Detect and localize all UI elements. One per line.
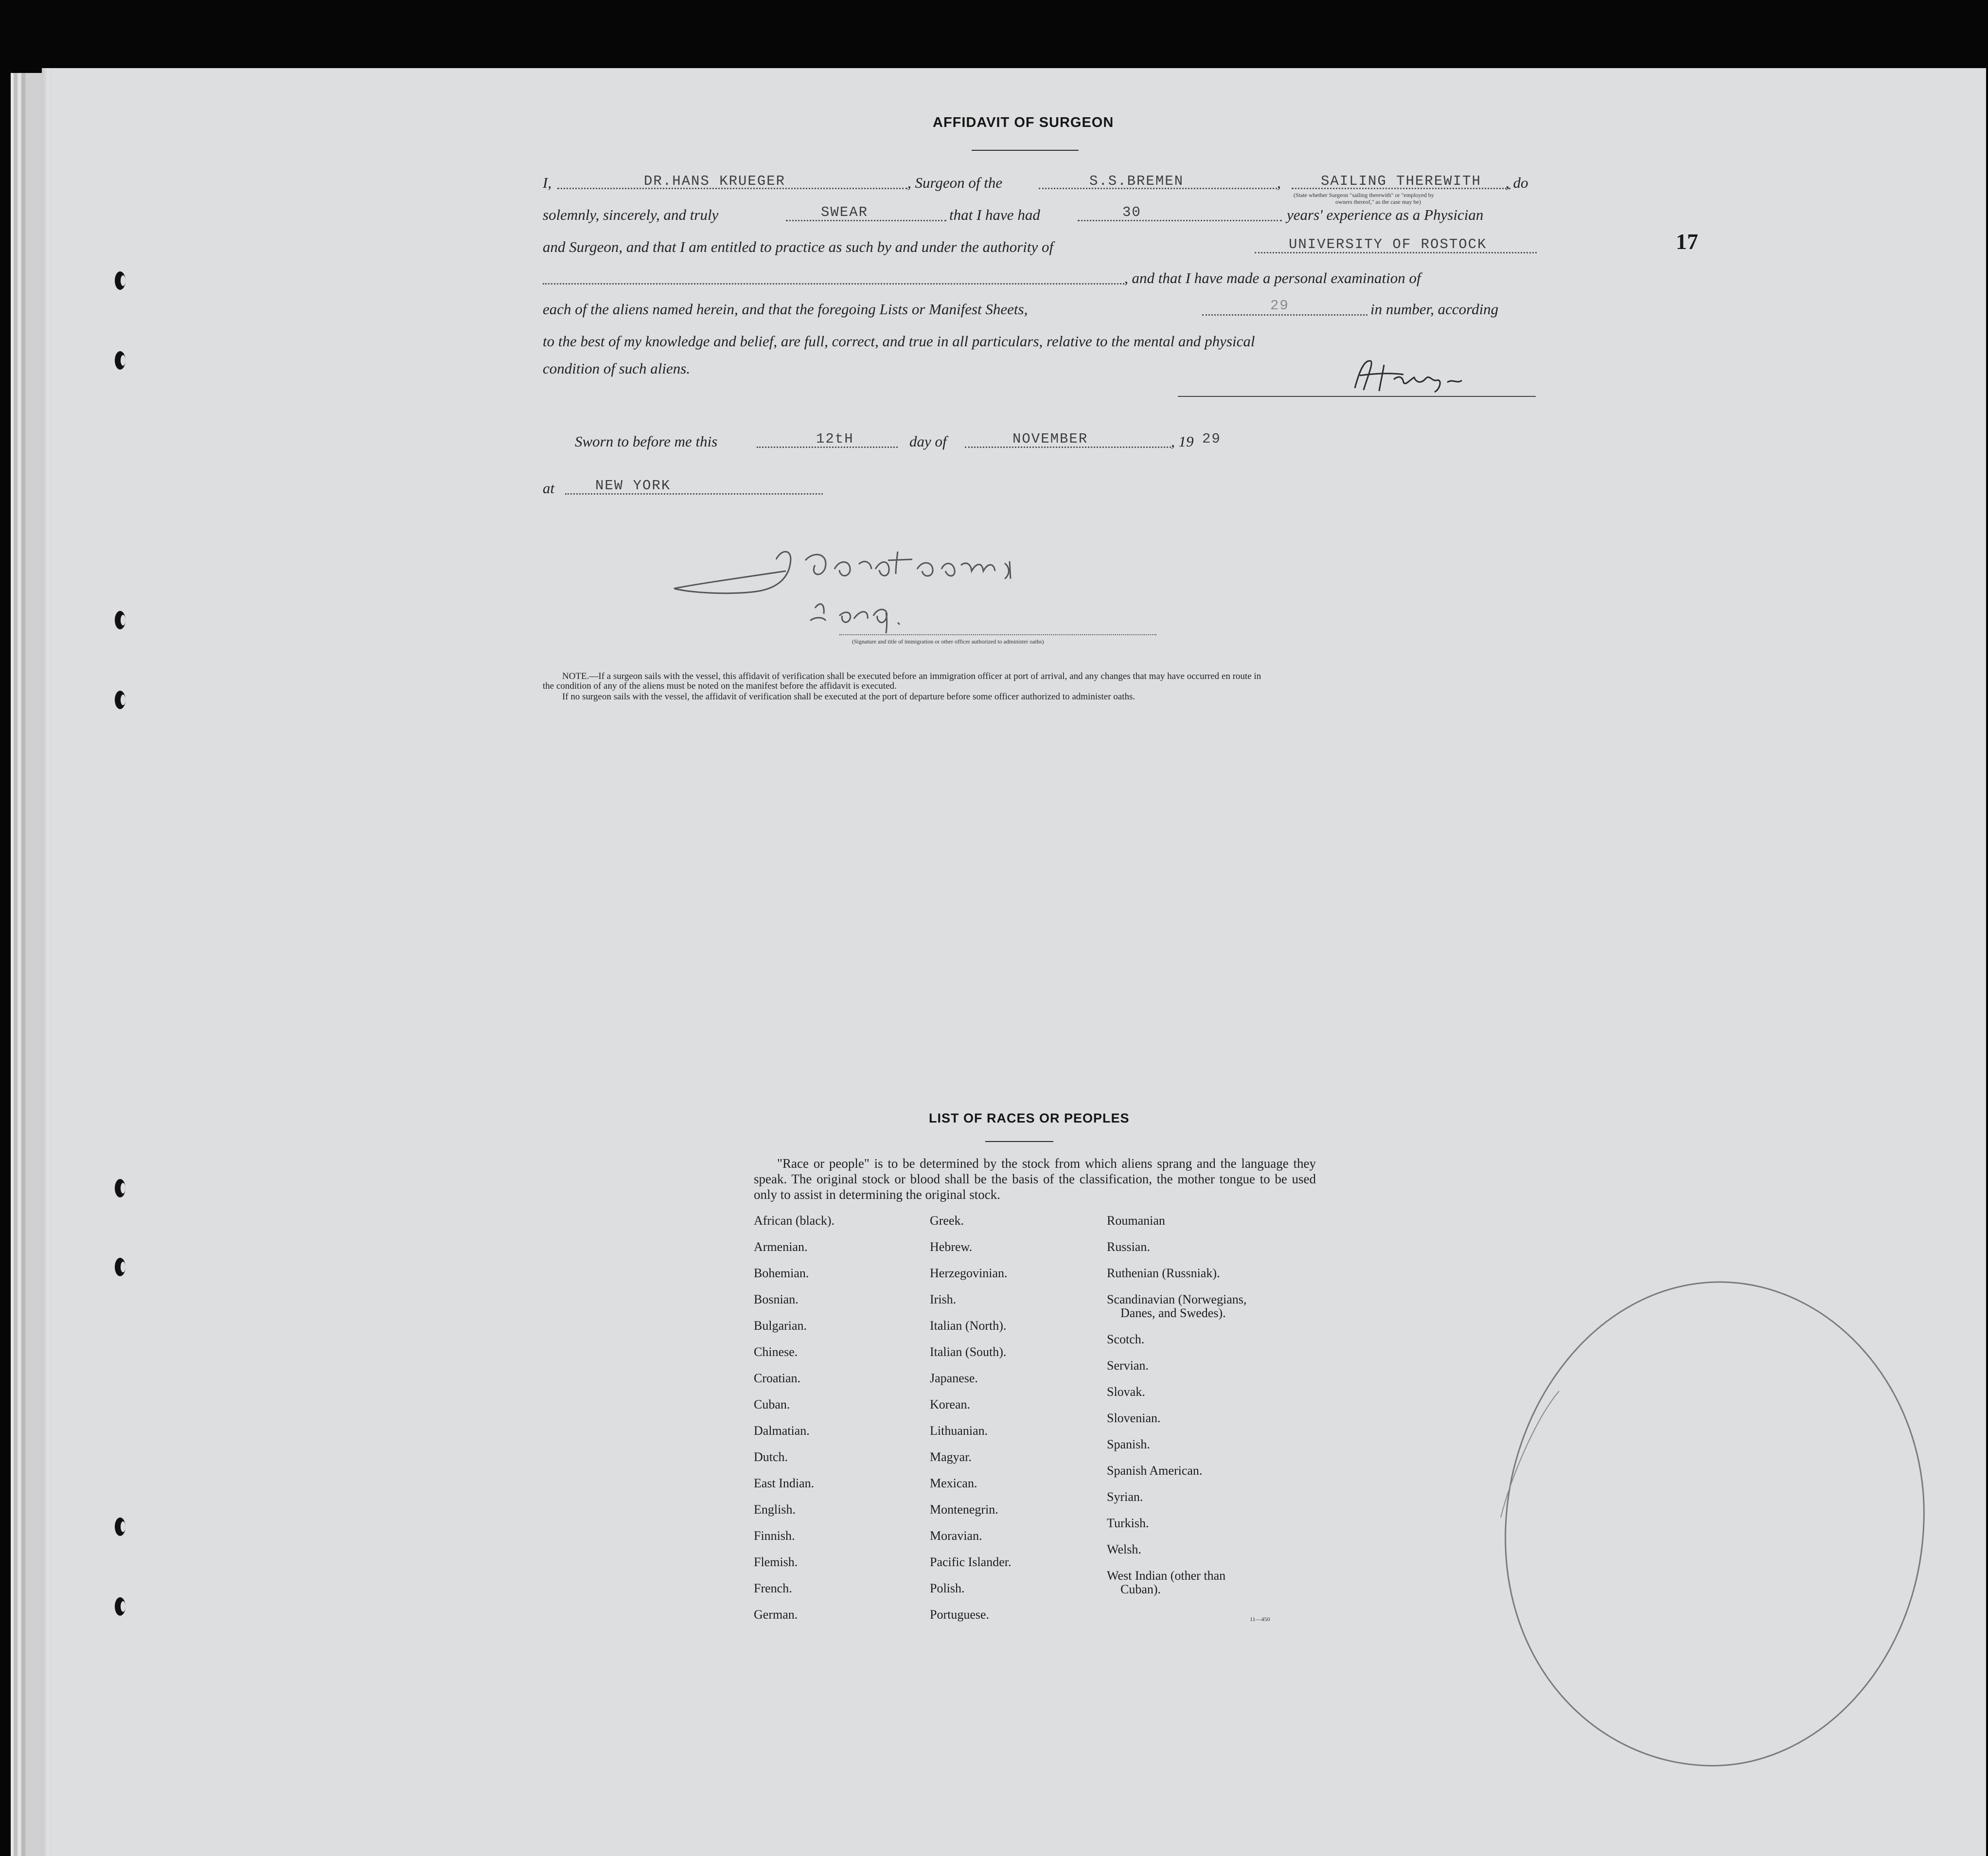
text-do: , do bbox=[1506, 174, 1528, 191]
race-item: African (black). bbox=[754, 1214, 835, 1228]
binder-hole bbox=[115, 351, 125, 370]
oath-word: SWEAR bbox=[821, 204, 869, 220]
race-item: English. bbox=[754, 1502, 796, 1517]
race-item: Mexican. bbox=[930, 1476, 977, 1490]
races-title-underline bbox=[985, 1141, 1053, 1142]
status-hint-1: (State whether Surgeon "sailing therewith" or "employed by bbox=[1294, 192, 1434, 198]
race-item: Hebrew. bbox=[930, 1240, 973, 1254]
sworn-year: 29 bbox=[1202, 431, 1221, 447]
years-experience: 30 bbox=[1122, 204, 1141, 220]
race-item: Bohemian. bbox=[754, 1266, 809, 1280]
race-item: Russian. bbox=[1107, 1240, 1150, 1254]
page-number: 17 bbox=[1676, 229, 1698, 254]
race-item: Turkish. bbox=[1107, 1516, 1149, 1530]
race-item: Pacific Islander. bbox=[930, 1555, 1012, 1569]
race-item: Italian (South). bbox=[930, 1345, 1007, 1359]
affidavit-title: AFFIDAVIT OF SURGEON bbox=[933, 115, 1114, 130]
note-line-2: the condition of any of the aliens must be noted on the manifest before the affidavit is executed. bbox=[543, 681, 897, 691]
race-item: Spanish American. bbox=[1107, 1463, 1203, 1478]
race-item: West Indian (other than bbox=[1107, 1569, 1226, 1583]
binder-hole bbox=[115, 1179, 125, 1197]
text-at: at bbox=[543, 480, 555, 497]
sworn-day: 12tH bbox=[816, 431, 854, 447]
race-item: Dutch. bbox=[754, 1450, 788, 1464]
race-item: Spanish. bbox=[1107, 1437, 1150, 1451]
race-item: Italian (North). bbox=[930, 1319, 1007, 1333]
race-item: Dalmatian. bbox=[754, 1424, 810, 1438]
text-each-alien: each of the aliens named herein, and that the foregoing Lists or Manifest Sheets, bbox=[543, 301, 1028, 318]
binder-hole bbox=[115, 271, 125, 290]
race-item: Japanese. bbox=[930, 1371, 978, 1385]
race-item: Danes, and Swedes). bbox=[1120, 1306, 1226, 1320]
race-item: Armenian. bbox=[754, 1240, 808, 1254]
title-underline bbox=[972, 150, 1079, 151]
text-sworn: Sworn to before me this bbox=[575, 433, 718, 450]
surgeon-signature bbox=[1326, 350, 1510, 399]
race-item: Syrian. bbox=[1107, 1490, 1143, 1504]
race-item: Magyar. bbox=[930, 1450, 972, 1464]
race-item: French. bbox=[754, 1581, 792, 1595]
surgeon-signature-line bbox=[1178, 396, 1536, 397]
race-item: Roumanian bbox=[1107, 1214, 1165, 1228]
sheets-line bbox=[1202, 314, 1367, 316]
text-year-prefix: , 19 bbox=[1171, 433, 1194, 450]
form-code: 11—450 bbox=[1250, 1616, 1270, 1623]
race-item: Herzegovinian. bbox=[930, 1266, 1008, 1280]
race-item: Irish. bbox=[930, 1292, 957, 1306]
races-intro: "Race or people" is to be determined by the stock from which aliens sprang and the language they speak. The original stock or blood shall be the basis of the classification, the mother tongue to be used only to assist in determining the original stock. bbox=[754, 1156, 1316, 1202]
race-item: Chinese. bbox=[754, 1345, 798, 1359]
text-comma: , bbox=[1277, 174, 1281, 191]
race-item: Scotch. bbox=[1107, 1332, 1145, 1346]
race-item: Portuguese. bbox=[930, 1607, 990, 1622]
authority: UNIVERSITY OF ROSTOCK bbox=[1289, 236, 1487, 252]
text-years-experience: years' experience as a Physician bbox=[1287, 206, 1484, 223]
officer-signature bbox=[669, 506, 1155, 652]
ship-name: S.S.BREMEN bbox=[1089, 173, 1184, 189]
race-item: East Indian. bbox=[754, 1476, 815, 1490]
race-item: Cuban). bbox=[1120, 1582, 1161, 1596]
text-surgeon-of: , Surgeon of the bbox=[907, 174, 1003, 191]
officer-caption: (Signature and title of immigration or other officer authorized to administer oaths) bbox=[852, 638, 1044, 645]
years-line bbox=[1078, 220, 1282, 221]
race-item: Flemish. bbox=[754, 1555, 798, 1569]
text-that-i-have-had: that I have had bbox=[949, 206, 1040, 223]
text-i: I, bbox=[543, 174, 552, 191]
binder-hole bbox=[115, 1258, 125, 1276]
races-title: LIST OF RACES OR PEOPLES bbox=[929, 1111, 1130, 1125]
authority-continuation-line bbox=[543, 283, 1124, 285]
document-sheet bbox=[42, 68, 1986, 1856]
race-item: Montenegrin. bbox=[930, 1502, 998, 1517]
race-item: Slovak. bbox=[1107, 1385, 1145, 1399]
race-item: Scandinavian (Norwegians, bbox=[1107, 1292, 1247, 1306]
text-day-of: day of bbox=[909, 433, 947, 450]
binder-hole bbox=[115, 1517, 125, 1536]
text-in-number: in number, according bbox=[1370, 301, 1499, 318]
race-item: Welsh. bbox=[1107, 1542, 1141, 1556]
binder-hole bbox=[115, 1597, 125, 1616]
race-item: Greek. bbox=[930, 1214, 964, 1228]
race-item: Moravian. bbox=[930, 1529, 982, 1543]
officer-signature-line bbox=[839, 634, 1156, 635]
race-item: Bosnian. bbox=[754, 1292, 799, 1306]
race-item: Ruthenian (Russniak). bbox=[1107, 1266, 1220, 1280]
race-item: Polish. bbox=[930, 1581, 965, 1595]
note-line-3: If no surgeon sails with the vessel, the affidavit of verification shall be executed at the port of departure before some officer authorized to administer oaths. bbox=[562, 692, 1136, 702]
note-line-1: NOTE.—If a surgeon sails with the vessel, this affidavit of verification shall be executed before an immigration officer at port of arrival, and any changes that may have occurred en route in bbox=[562, 671, 1261, 681]
text-and-surgeon: and Surgeon, and that I am entitled to practice as such by and under the authority of bbox=[543, 238, 1054, 255]
sheets-count: 29 bbox=[1270, 298, 1289, 314]
sailing-status: SAILING THEREWITH bbox=[1321, 173, 1481, 189]
binder-hole bbox=[115, 691, 125, 709]
race-item: Bulgarian. bbox=[754, 1319, 807, 1333]
text-condition: condition of such aliens. bbox=[543, 360, 691, 377]
pencil-circle-mark bbox=[1433, 1206, 1968, 1770]
race-item: Lithuanian. bbox=[930, 1424, 988, 1438]
text-personal-exam: , and that I have made a personal examination of bbox=[1124, 269, 1421, 286]
text-best-knowledge: to the best of my knowledge and belief, are full, correct, and true in all particulars, relative to the mental and physical bbox=[543, 333, 1255, 350]
sworn-month: NOVEMBER bbox=[1012, 431, 1088, 447]
race-item: Croatian. bbox=[754, 1371, 801, 1385]
binder-hole bbox=[115, 611, 125, 629]
race-item: Cuban. bbox=[754, 1397, 790, 1411]
status-hint-2: owners thereof," as the case may be) bbox=[1335, 198, 1421, 205]
text-solemnly: solemnly, sincerely, and truly bbox=[543, 206, 719, 223]
race-item: Korean. bbox=[930, 1397, 971, 1411]
race-item: Finnish. bbox=[754, 1529, 795, 1543]
race-item: Slovenian. bbox=[1107, 1411, 1161, 1425]
race-item: German. bbox=[754, 1607, 798, 1622]
surgeon-name: DR.HANS KRUEGER bbox=[644, 173, 786, 189]
race-item: Servian. bbox=[1107, 1358, 1149, 1373]
sworn-place: NEW YORK bbox=[595, 478, 671, 494]
